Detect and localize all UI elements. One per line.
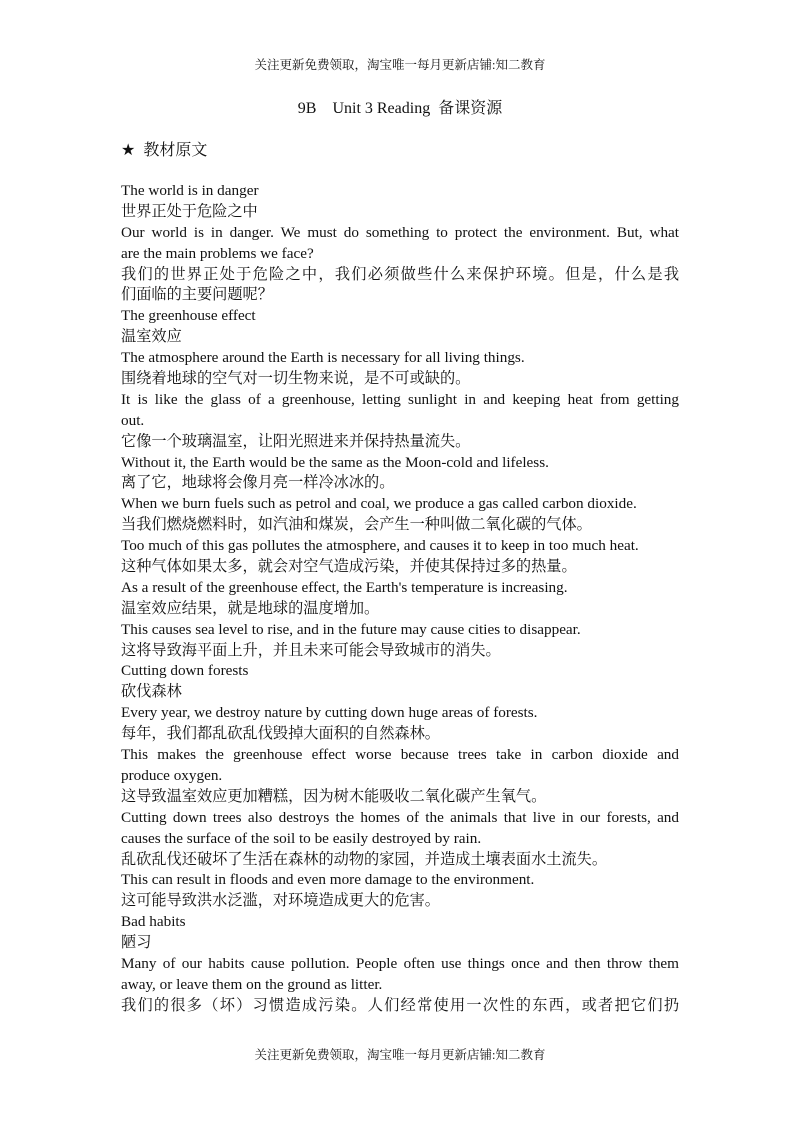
text-line: 这种气体如果太多，就会对空气造成污染，并使其保持过多的热量。 [121, 558, 577, 576]
text-line: Cutting down forests [121, 662, 249, 680]
text-line: produce oxygen. [121, 766, 223, 784]
text-line: are the main problems we face? [121, 244, 314, 262]
text-line: Our world is in danger. We must do something to protect the environment. But, what [121, 223, 679, 241]
text-line: 这将导致海平面上升，并且未来可能会导致城市的消失。 [121, 641, 501, 659]
text-line: causes the surface of the soil to be easily destroyed by rain. [121, 829, 482, 847]
text-line: This makes the greenhouse effect worse because trees take in carbon dioxide and [121, 746, 679, 764]
section-label: 教材原文 [143, 142, 208, 159]
text-line: Many of our habits cause pollution. People often use things once and then throw them [121, 954, 679, 972]
text-line: The world is in danger [121, 182, 259, 199]
text-line: 我们的很多（坏）习惯造成污染。人们经常使用一次性的东西，或者把它们扔 [121, 996, 679, 1014]
text-line: Cutting down trees also destroys the homes of the animals that live in our forests, and [121, 808, 679, 826]
text-line: 世界正处于危险之中 [121, 202, 258, 220]
text-line: 温室效应结果，就是地球的温度增加。 [121, 599, 380, 617]
page-header: 关注更新免费领取，淘宝唯一每月更新店铺:知二教育 [254, 58, 546, 72]
section-heading [121, 140, 207, 162]
text-line: 围绕着地球的空气对一切生物来说，是不可或缺的。 [121, 370, 471, 388]
text-line: 这可能导致洪水泛滥，对环境造成更大的危害。 [121, 892, 440, 910]
text-line: The atmosphere around the Earth is necessary for all living things. [121, 349, 525, 367]
text-line: When we burn fuels such as petrol and coal, we produce a gas called carbon dioxide. [121, 495, 637, 513]
text-line: As a result of the greenhouse effect, the Earth's temperature is increasing. [121, 578, 568, 596]
text-line: 温室效应 [121, 328, 182, 346]
text-line: 每年，我们都乱砍乱伐毁掉大面积的自然森林。 [121, 725, 440, 743]
star-icon: ★ [121, 142, 136, 159]
text-line: out. [121, 411, 145, 429]
text-line: 陋习 [121, 934, 152, 952]
page-footer: 关注更新免费领取，淘宝唯一每月更新店铺:知二教育 [254, 1048, 546, 1062]
text-line: This can result in floods and even more damage to the environment. [121, 871, 535, 889]
text-line: It is like the glass of a greenhouse, letting sunlight in and keeping heat from getting [121, 390, 679, 408]
text-line: 当我们燃烧燃料时，如汽油和煤炭，会产生一种叫做二氧化碳的气体。 [121, 516, 592, 534]
page-title: 9B Unit 3 Reading 备课资源 [297, 100, 503, 117]
text-line: 砍伐森林 [121, 683, 182, 701]
text-line: This causes sea level to rise, and in the future may cause cities to disappear. [121, 620, 581, 638]
text-line: 这导致温室效应更加糟糕，因为树木能吸收二氧化碳产生氧气。 [121, 787, 547, 805]
text-line: Bad habits [121, 913, 186, 931]
text-line: 离了它，地球将会像月亮一样冷冰冰的。 [121, 474, 395, 492]
text-line: Every year, we destroy nature by cutting down huge areas of forests. [121, 704, 538, 722]
text-line: Too much of this gas pollutes the atmosphere, and causes it to keep in too much heat. [121, 537, 639, 555]
text-line: 们面临的主要问题呢？ [121, 286, 273, 304]
text-line: away, or leave them on the ground as litter. [121, 975, 383, 993]
text-line: Without it, the Earth would be the same as the Moon-cold and lifeless. [121, 453, 549, 471]
document-body [121, 181, 679, 1017]
text-line: 我们的世界正处于危险之中，我们必须做些什么来保护环境。但是，什么是我 [121, 265, 679, 283]
text-line: The greenhouse effect [121, 307, 256, 325]
text-line: 乱砍乱伐还破坏了生活在森林的动物的家园，并造成土壤表面水土流失。 [121, 850, 607, 868]
text-line: 它像一个玻璃温室，让阳光照进来并保持热量流失。 [121, 432, 471, 450]
